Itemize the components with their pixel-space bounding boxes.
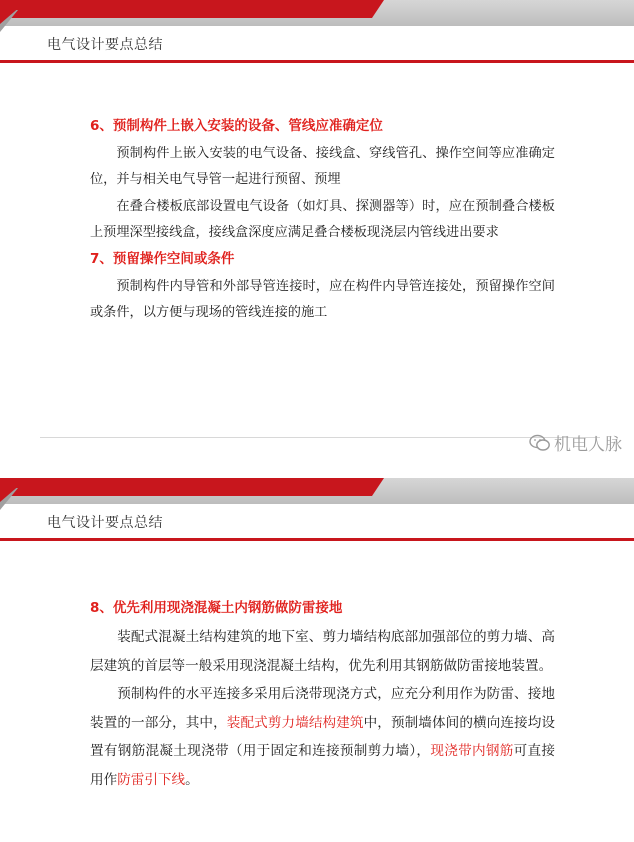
section-6-paragraph-2: 在叠合楼板底部设置电气设备（如灯具、探测器等）时，应在预制叠合楼板上预埋深型接线盒，接线盒深度应满足叠合楼板现浇层内管线进出要求: [90, 198, 555, 241]
section-heading-7: 7、预留操作空间或条件: [90, 250, 235, 267]
section-heading-6: 6、预制构件上嵌入安装的设备、管线应准确定位: [90, 118, 383, 134]
watermark-text: 机电人脉: [554, 435, 622, 455]
header-red-band: [0, 0, 372, 18]
highlight-text: 装配式剪力墙结构建筑: [226, 714, 364, 731]
footer-rule: [40, 437, 600, 438]
header-rule: [0, 538, 634, 541]
header-rule: [0, 60, 634, 63]
section-6-paragraph-1: 预制构件上嵌入安装的电气设备、接线盒、穿线管孔、操作空间等应准确定位，并与相关电气导管一起进行预留、预埋: [90, 146, 555, 188]
section-8-paragraph-2: [90, 680, 555, 794]
paragraph-text: 可直接用作: [90, 743, 556, 788]
slide-2: [0, 478, 634, 842]
paragraph-text: 。: [185, 771, 199, 788]
header-red-wedge: [0, 478, 28, 502]
highlight-text: 防雷引下线: [117, 771, 186, 788]
header-red-band: [0, 478, 372, 496]
slide-2-content: [90, 596, 555, 794]
watermark: [529, 430, 622, 457]
wechat-icon: [529, 434, 551, 457]
paragraph-text: 预制构件的水平连接多采用后浇带现浇方式，应充分利用作为防雷、接地装置的一部分，其中，: [90, 686, 555, 731]
highlight-text: 现浇带内钢筋: [430, 743, 514, 759]
paragraph-text: 中，预制墙体间的横向连接均设置有钢筋混凝土现浇带（用于固定和连接预制剪力墙），: [90, 714, 556, 759]
slide-1-content: [90, 114, 555, 326]
section-7-paragraph-1: 预制构件内导管和外部导管连接时，应在构件内导管连接处，预留操作空间或条件，以方便与现场的管线连接的施工: [90, 278, 555, 321]
header-title: 电气设计要点总结: [47, 515, 163, 531]
header-title: 电气设计要点总结: [47, 37, 163, 53]
section-8-paragraph-1: 装配式混凝土结构建筑的地下室、剪力墙结构底部加强部位的剪力墙、高层建筑的首层等一般采用现浇混凝土结构，优先利用其钢筋做防雷接地装置。: [90, 629, 555, 674]
header-red-wedge: [0, 0, 28, 24]
section-heading-8: 8、优先利用现浇混凝土内钢筋做防雷接地: [90, 600, 343, 616]
